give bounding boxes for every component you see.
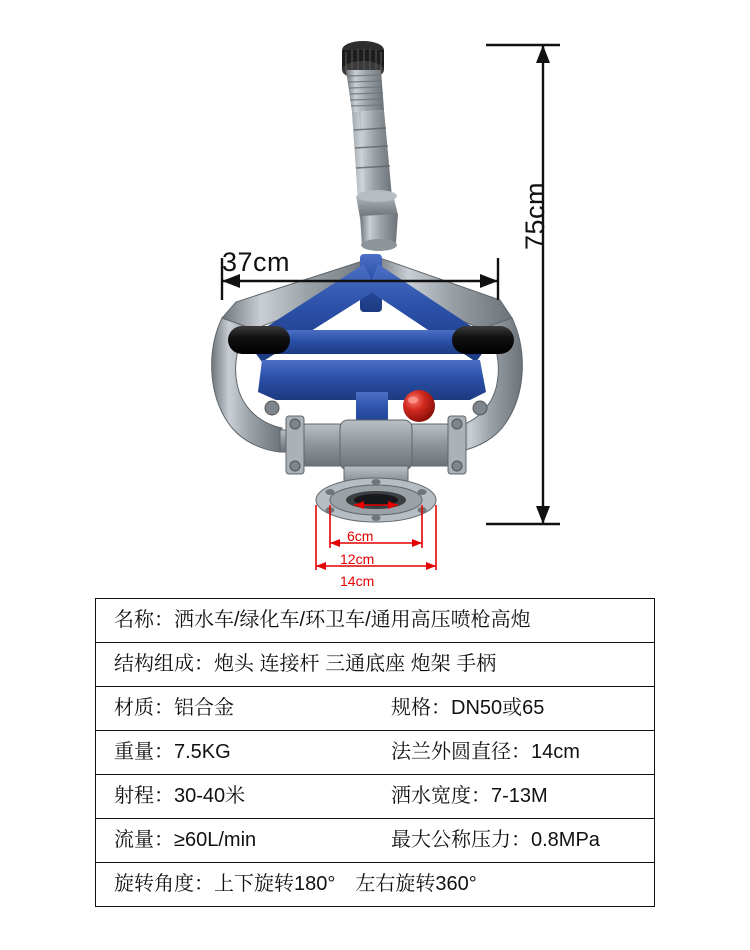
spec-label: 洒水宽度： <box>391 785 491 807</box>
spec-value: 洒水车/绿化车/环卫车/通用高压喷枪高炮 <box>174 609 531 631</box>
spec-value: 炮头 连接杆 三通底座 炮架 手柄 <box>214 653 497 675</box>
spec-value: 7-13M <box>491 785 548 807</box>
nozzle-barrel <box>342 41 398 251</box>
table-row <box>96 687 654 731</box>
spec-label: 材质： <box>114 697 174 719</box>
spec-label: 结构组成： <box>114 653 214 675</box>
spec-cell-spray-width <box>375 775 654 818</box>
spec-label: 最大公称压力： <box>391 829 531 851</box>
flange-bolt-circle-label: 12cm <box>340 551 375 567</box>
spec-label: 法兰外圆直径： <box>391 741 531 763</box>
spec-cell-structure <box>96 643 654 686</box>
spec-cell-model <box>375 687 654 730</box>
inlet-flange <box>316 478 436 522</box>
spec-cell-rotation-angle <box>96 863 654 906</box>
table-row <box>96 775 654 819</box>
spec-cell-max-pressure <box>375 819 654 862</box>
spec-label: 旋转角度： <box>114 873 214 895</box>
table-row <box>96 731 654 775</box>
spec-label: 流量： <box>114 829 174 851</box>
table-row <box>96 599 654 643</box>
spec-cell-weight <box>96 731 375 774</box>
spec-value: 7.5KG <box>174 741 231 763</box>
red-control-knob <box>403 390 435 422</box>
height-dimension-label: 75cm <box>520 181 550 250</box>
specification-table <box>95 598 655 907</box>
table-row <box>96 863 654 907</box>
spec-value: 铝合金 <box>174 697 234 719</box>
spec-cell-flange-diameter <box>375 731 654 774</box>
spec-label: 射程： <box>114 785 174 807</box>
width-dimension-label: 37cm <box>222 247 291 277</box>
table-row <box>96 819 654 863</box>
spec-label: 名称： <box>114 609 174 631</box>
spec-cell-range <box>96 775 375 818</box>
spec-value: DN50或65 <box>451 697 545 719</box>
spec-label: 重量： <box>114 741 174 763</box>
spec-value: ≥60L/min <box>174 829 257 851</box>
flange-outer-diameter-label: 14cm <box>340 573 375 589</box>
table-row <box>96 643 654 687</box>
spec-label: 规格： <box>391 697 451 719</box>
spec-cell-material <box>96 687 375 730</box>
spec-value: 上下旋转180° 左右旋转360° <box>214 873 477 895</box>
spec-value: 0.8MPa <box>531 829 600 851</box>
flange-inner-diameter-label: 6cm <box>347 528 374 544</box>
spec-value: 14cm <box>531 741 580 763</box>
spec-cell-flow <box>96 819 375 862</box>
spec-cell-name <box>96 599 654 642</box>
spec-value: 30-40米 <box>174 785 246 807</box>
